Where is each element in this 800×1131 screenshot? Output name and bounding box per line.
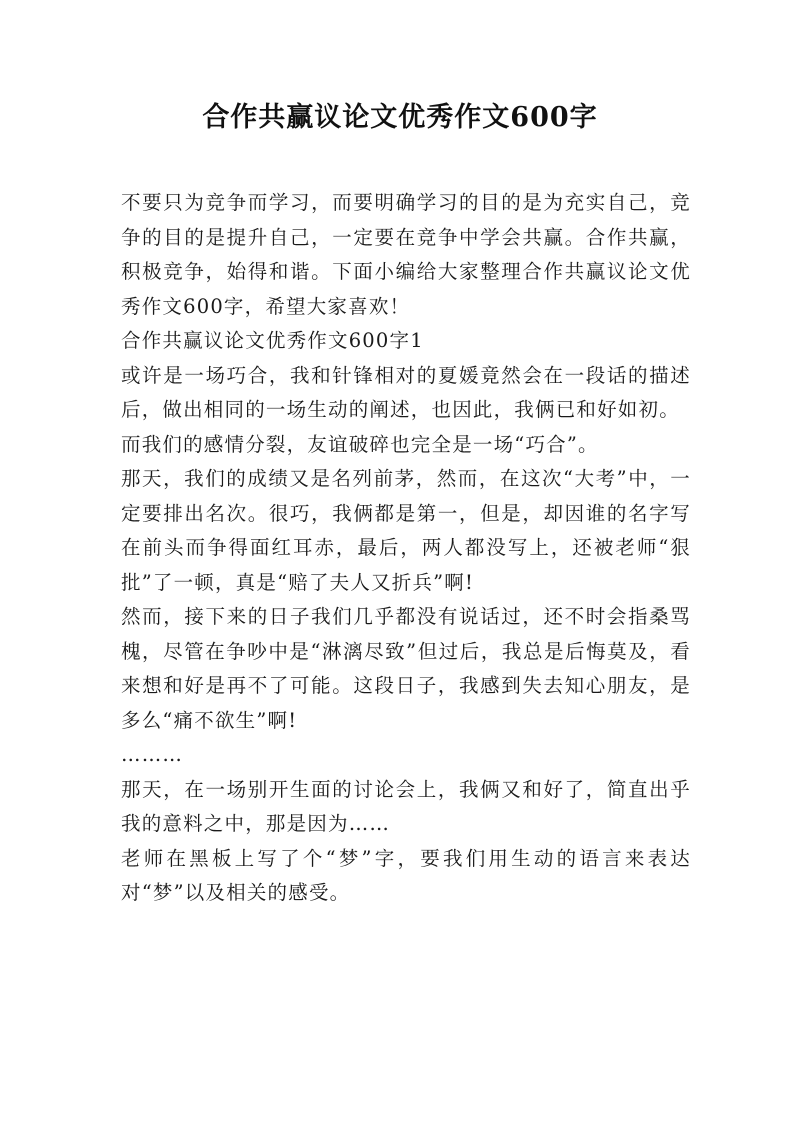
- body-paragraph: 而我们的感情分裂，友谊破碎也完全是一场“巧合”。: [121, 432, 599, 456]
- document-title: 合作共赢议论文优秀作文600字: [202, 102, 598, 133]
- section-heading: 合作共赢议论文优秀作文600字1: [121, 329, 424, 352]
- body-paragraph: 或许是一场巧合，我和针锋相对的夏媛竟然会在一段话的描述后，做出相同的一场生动的阐述，也因此，我俩已和好如初。: [121, 363, 691, 421]
- body-paragraph: 那天，在一场别开生面的讨论会上，我俩又和好了，简直出乎我的意料之中，那是因为……: [121, 777, 691, 835]
- ellipsis-line: ………: [121, 743, 184, 766]
- body-paragraph: 那天，我们的成绩又是名列前茅，然而，在这次“大考”中，一定要排出名次。很巧，我俩都是第一，但是，却因谁的名字写在前头而争得面红耳赤，最后，两人都没写上，还被老师“狠批”了一顿，真是“赔了夫人又折兵”啊!: [121, 467, 691, 594]
- document-body: [121, 186, 691, 911]
- intro-paragraph: 不要只为竞争而学习，而要明确学习的目的是为充实自己，竞争的目的是提升自己，一定要在竞争中学会共赢。合作共赢，积极竞争，始得和谐。下面小编给大家整理合作共赢议论文优秀作文600字，希望大家喜欢！: [121, 191, 691, 318]
- body-paragraph: 老师在黑板上写了个“梦”字，要我们用生动的语言来表达对“梦”以及相关的感受。: [121, 846, 691, 904]
- body-paragraph: 然而，接下来的日子我们几乎都没有说话过，还不时会指桑骂槐，尽管在争吵中是“淋漓尽致”但过后，我总是后悔莫及，看来想和好是再不了可能。这段日子，我感到失去知心朋友，是多么“痛不欲生”啊!: [121, 605, 691, 732]
